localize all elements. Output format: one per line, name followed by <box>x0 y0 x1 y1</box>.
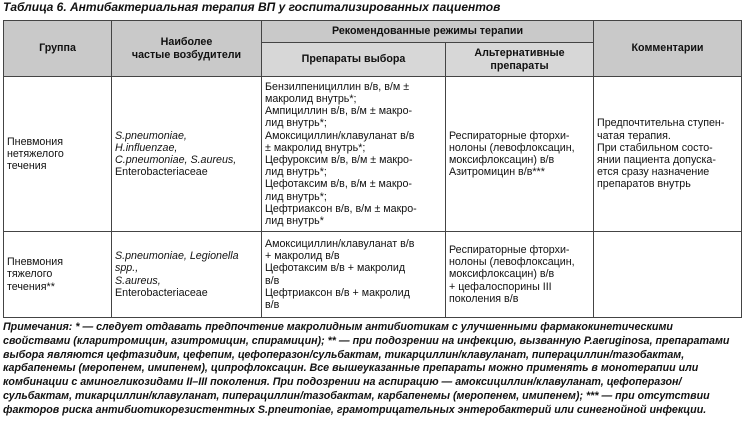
row1-group: Пневмония нетяжелого течения <box>4 77 112 232</box>
table-caption: Таблица 6. Антибактериальная терапия ВП у госпитализированных пациентов <box>3 0 501 14</box>
row2-group: Пневмония тяжелого течения** <box>4 232 112 318</box>
notes-lead: Примечания: <box>3 321 73 333</box>
row1-comments: Предпочтительна ступен- чатая терапия. При стабильном состо- янии пациента допуска- ется сразу назначение препаратов внутрь <box>594 77 742 232</box>
header-comments: Комментарии <box>594 21 742 77</box>
row2-pathogens: S.pneumoniae, Legionella spp., S.aureus, Enterobacteriaceae <box>112 232 262 318</box>
header-pathogens: Наиболее частые возбудители <box>112 21 262 77</box>
therapy-table <box>3 20 742 318</box>
header-regimens: Рекомендованные режимы терапии <box>262 21 594 43</box>
row1-pathogens: S.pneumoniae, H.influenzae, C.pneumoniae, S.aureus, Enterobacteriaceae <box>112 77 262 232</box>
table-notes <box>3 321 739 418</box>
header-choice: Препараты выбора <box>262 43 446 77</box>
row1-choice: Бензилпенициллин в/в, в/м ± макролид внутрь*; Ампициллин в/в, в/м ± макро- лид внутрь*; Амоксициллин/клавуланат в/в ± макролид внутрь*; Цефуроксим в/в, в/м ± макро- лид внутрь*; Цефотаксим в/в, в/м ± макро- лид внутрь*; Цефтриаксон в/в, в/м ± макро- лид внутрь* <box>262 77 446 232</box>
row1-alternative: Респираторные фторхи- нолоны (левофлоксацин, моксифлоксацин) в/в Азитромицин в/в*** <box>446 77 594 232</box>
table-row <box>4 232 742 318</box>
row2-alternative: Респираторные фторхи- нолоны (левофлоксацин, моксифлоксацин) в/в + цефалоспорины III поколения в/в <box>446 232 594 318</box>
header-group: Группа <box>4 21 112 77</box>
table-row <box>4 77 742 232</box>
header-alternative: Альтернативные препараты <box>446 43 594 77</box>
notes-text: * — следует отдавать предпочтение макролидным антибиотикам с улучшенными фармакокинетическими свойствами (кларитромицин, азитромицин, спирамицин); ** — при подозрении на инфекцию, вызванную P.aeruginosa, препаратами выбора являются цефтазидим, цефепим, цефоперазон/сульбактам, тикарциллин/клавуланат, пиперациллин/тазобактам, карбапенемы (меропенем, имипенем), ципрофлоксацин. Все вышеуказанные препараты можно применять в монотерапии или комбинации с аминогликозидами II–III поколения. При подозрении на аспирацию — амоксициллин/клавуланат, цефоперазон/сульбактам, тикарциллин/клавуланат, пиперациллин/тазобактам, карбапенемы (меропенем, имипенем); *** — при отсутствии факторов риска антибиотикорезистентных S.pneumoniae, грамотрицательных энтеробактерий или синегнойной инфекции. <box>3 321 730 416</box>
row2-choice: Амоксициллин/клавуланат в/в + макролид в/в Цефотаксим в/в + макролид в/в Цефтриаксон в/в + макролид в/в <box>262 232 446 318</box>
row2-comments <box>594 232 742 318</box>
